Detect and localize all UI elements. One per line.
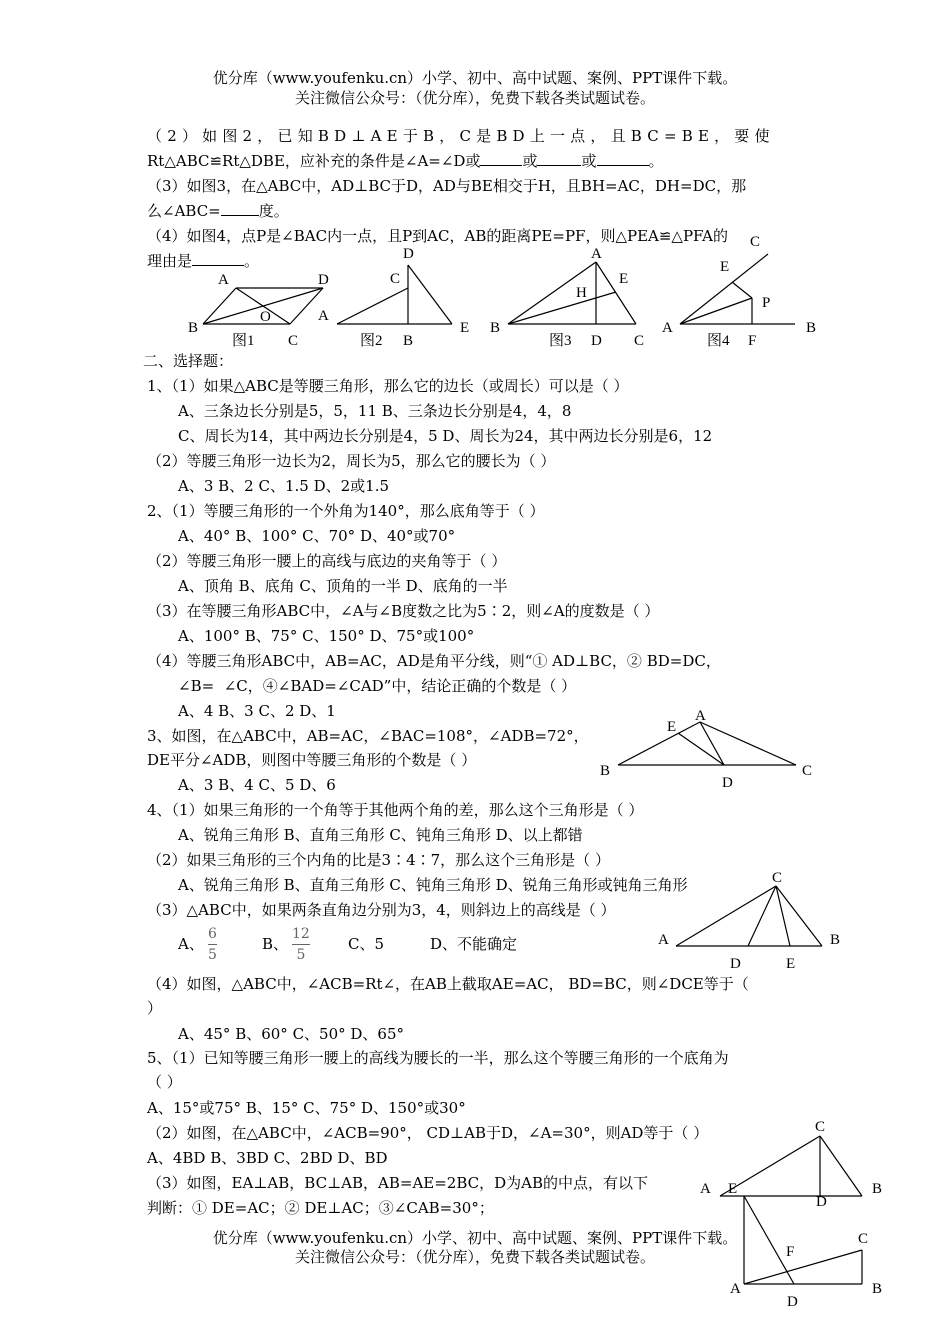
fig4-label-f: F	[748, 333, 757, 349]
figq5b-label-b: B	[872, 1281, 883, 1297]
footer-line-2: 关注微信公众号：（优分库），免费下载各类试题试卷。	[294, 1248, 655, 1266]
figq3-label-c: C	[802, 763, 813, 779]
s5-q2: （2）如图，在△ABC中，∠ACB=90°， CD⊥AB于D，∠A=30°，则AD等于（ ）	[147, 1124, 709, 1142]
s1-q2-options: A、3 B、2 C、1.5 D、2或1.5	[178, 477, 390, 495]
fig4-label-b: B	[806, 320, 817, 336]
fig1-caption: 图1	[232, 333, 255, 349]
s2-q4-options: A、4 B、3 C、2 D、1	[178, 702, 336, 720]
q2-line-2-text: Rt△ABC≌Rt△DBE，应补充的条件是∠A=∠D或	[147, 152, 481, 170]
fig3-label-c: C	[634, 333, 645, 349]
figq5b-label-a: A	[730, 1281, 741, 1297]
s3-line-2: DE平分∠ADB，则图中等腰三角形的个数是（ ）	[147, 751, 477, 769]
s4-q3-option-c: C、5	[348, 935, 385, 953]
figq5a-label-d: D	[816, 1194, 827, 1210]
frac-a-bar	[208, 944, 217, 945]
s4-q4-end: ）	[147, 999, 163, 1017]
s4-q2: （2）如果三角形的三个内角的比是3∶4∶7，那么这个三角形是（ ）	[147, 851, 610, 869]
q2-or-1: 或	[522, 152, 538, 170]
s4-q3-option-a-fraction	[208, 925, 217, 964]
fig4-label-e: E	[720, 259, 730, 275]
s5-q1-options: A、15°或75° B、15° C、75° D、150°或30°	[147, 1099, 466, 1117]
figq5b-label-d: D	[787, 1294, 798, 1310]
figure-q3	[618, 722, 796, 765]
fig1-label-c: C	[288, 333, 299, 349]
s2-q2: （2）等腰三角形一腰上的高线与底边的夹角等于（ ）	[147, 552, 507, 570]
s4-q3-option-b-fraction	[292, 925, 310, 964]
fig2-label-a: A	[318, 308, 329, 324]
s3-options: A、3 B、4 C、5 D、6	[178, 776, 336, 794]
s4-q4: （4）如图，△ABC中，∠ACB=Rt∠，在AB上截取AE=AC， BD=BC，则∠DCE等于（	[147, 975, 749, 993]
q4-line-2-text: 理由是	[147, 252, 193, 270]
s2-q4-line-2-text: ∠C，④∠BAD=∠CAD”中，结论正确的个数是（ ）	[223, 677, 577, 695]
s1-q1-options-cd: C、周长为14，其中两边长分别是4，5 D、周长为24，其中两边长分别是6，12	[178, 427, 713, 445]
fig2-label-c: C	[390, 271, 401, 287]
s2-q3: （3）在等腰三角形ABC中，∠A与∠B度数之比为5∶2，则∠A的度数是（ ）	[147, 602, 660, 620]
figq5b-label-f: F	[786, 1244, 795, 1260]
fig1-label-o: O	[260, 309, 271, 325]
fig3-label-h: H	[576, 285, 587, 301]
fig3-label-e: E	[619, 271, 629, 287]
fig4-label-p: P	[762, 295, 771, 311]
fig4-caption: 图4	[707, 333, 730, 349]
figq5a-label-b: B	[872, 1181, 883, 1197]
frac-b-bar	[292, 944, 310, 945]
figq3-label-d: D	[722, 775, 733, 791]
s2-q4-overlap: ∠B=	[178, 677, 215, 695]
s2-q4-line-2	[178, 676, 576, 696]
s2-q2-options: A、顶角 B、底角 C、顶角的一半 D、底角的一半	[178, 577, 508, 595]
header-line-1: 优分库（www.youfenku.cn）小学、初中、高中试题、案例、PPT课件下载。	[212, 69, 738, 87]
header-line-2: 关注微信公众号：（优分库），免费下载各类试题试卷。	[294, 89, 655, 107]
s4-q4-options: A、45° B、60° C、50° D、65°	[178, 1025, 405, 1043]
fig2-caption: 图2	[360, 333, 383, 349]
frac-b-num: 12	[292, 926, 310, 942]
fig2-label-e: E	[460, 320, 470, 336]
q2-end: 。	[648, 152, 664, 170]
s1-q2: （2）等腰三角形一边长为2，周长为5，那么它的腰长为（ ）	[147, 452, 556, 470]
frac-b-den: 5	[296, 947, 306, 963]
s4-q3-option-d: D、不能确定	[430, 935, 518, 953]
fig2-label-d: D	[403, 246, 414, 262]
frac-a-num: 6	[208, 926, 217, 942]
fig3-caption: 图3	[549, 333, 572, 349]
q2-or-2: 或	[581, 152, 597, 170]
s1-q1-options-ab: A、三条边长分别是5，5，11 B、三条边长分别是4，4，8	[178, 402, 572, 420]
figq4-label-b: B	[830, 932, 841, 948]
fig3-label-d: D	[591, 333, 602, 349]
s2-q4: （4）等腰三角形ABC中，AB=AC，AD是角平分线，则“① AD⊥BC，② BD=DC，	[147, 652, 721, 670]
fig3-label-b: B	[490, 320, 501, 336]
s4-q3-option-b-label: B、	[262, 935, 289, 953]
figure-q5-2	[720, 1136, 862, 1196]
s2-q3-options: A、100° B、75° C、150° D、75°或100°	[178, 627, 475, 645]
fig2-label-b: B	[403, 333, 414, 349]
figq3-label-e: E	[667, 719, 677, 735]
s2-q1: 2、（1）等腰三角形的一个外角为140°，那么底角等于（ ）	[147, 502, 545, 520]
s5-q2-options: A、4BD B、3BD C、2BD D、BD	[147, 1149, 388, 1167]
s4-q1-options: A、锐角三角形 B、直角三角形 C、钝角三角形 D、以上都错	[178, 826, 583, 844]
figq4-label-d: D	[730, 956, 741, 972]
footer-line-1: 优分库（www.youfenku.cn）小学、初中、高中试题、案例、PPT课件下载。	[212, 1229, 738, 1247]
figure-3	[508, 262, 636, 324]
q3-line-2-end: 度。	[258, 202, 289, 220]
figure-4	[680, 254, 795, 324]
q2-line-1: （2）如图2，已知BD⊥AE于B，C是BD上一点，且BC=BE，要使	[147, 127, 775, 145]
figq5a-label-c: C	[815, 1119, 826, 1135]
s5-q1: 5、（1）已知等腰三角形一腰上的高线为腰长的一半，那么这个等腰三角形的一个底角为	[147, 1049, 729, 1067]
figq5b-label-c: C	[858, 1231, 869, 1247]
figq4-label-e: E	[786, 956, 796, 972]
fig3-label-a: A	[591, 246, 602, 262]
fig4-label-a: A	[662, 320, 673, 336]
s4-q3-option-a-label: A、	[178, 935, 204, 953]
fig4-label-c: C	[750, 234, 761, 250]
fig1-label-b: B	[188, 320, 199, 336]
s2-q1-options: A、40° B、100° C、70° D、40°或70°	[178, 527, 456, 545]
q3-line-1: （3）如图3，在△ABC中，AD⊥BC于D，AD与BE相交于H，且BH=AC，DH=DC，那	[147, 177, 747, 195]
q3-line-2-text: 么∠ABC=	[147, 202, 221, 220]
figq5a-label-a: A	[700, 1181, 711, 1197]
s4-q2-options: A、锐角三角形 B、直角三角形 C、钝角三角形 D、锐角三角形或钝角三角形	[178, 876, 688, 894]
q4-line-1: （4）如图4，点P是∠BAC内一点，且P到AC，AB的距离PE=PF，则△PEA≌△PFA的	[147, 227, 728, 245]
s4-q1: 4、（1）如果三角形的一个角等于其他两个角的差，那么这个三角形是（ ）	[147, 801, 644, 819]
figure-q4	[676, 886, 822, 946]
section-2-heading: 二、选择题：	[143, 352, 234, 370]
s4-q3: （3）△ABC中，如果两条直角边分别为3，4，则斜边上的高线是（ ）	[147, 901, 616, 919]
fig1-label-a: A	[218, 272, 229, 288]
s5-q3: （3）如图，EA⊥AB，BC⊥AB，AB=AE=2BC，D为AB的中点，有以下	[147, 1174, 649, 1192]
frac-a-den: 5	[208, 947, 217, 963]
fig1-label-d: D	[318, 272, 329, 288]
figq3-label-a: A	[695, 708, 706, 724]
s5-q1-paren: （ ）	[147, 1073, 182, 1091]
figq4-label-c: C	[772, 870, 783, 886]
s5-q3-line-2: 判断：① DE=AC；② DE⊥AC；③∠CAB=30°；	[147, 1199, 494, 1217]
q4-line-2-end: 。	[244, 252, 260, 270]
s1-q1: 1、（1）如果△ABC是等腰三角形，那么它的边长（或周长）可以是（ ）	[147, 377, 629, 395]
figq4-label-a: A	[658, 932, 669, 948]
figq3-label-b: B	[600, 763, 611, 779]
s3-line-1: 3、如图，在△ABC中，AB=AC，∠BAC=108°，∠ADB=72°，	[147, 727, 589, 745]
figq5b-label-e: E	[728, 1181, 738, 1197]
